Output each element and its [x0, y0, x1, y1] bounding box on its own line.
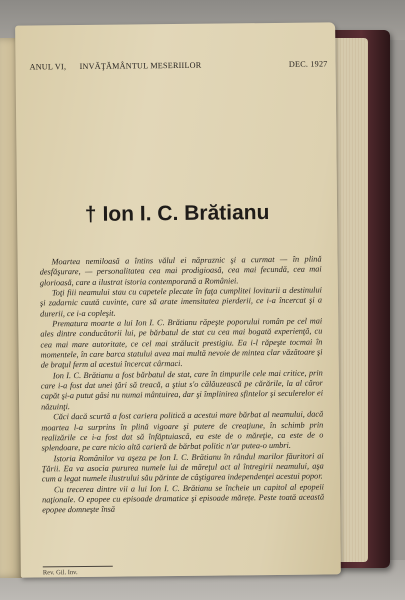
running-header [30, 59, 328, 76]
paragraph: Prematura moarte a lui Ion I. C. Brătianu răpeşte poporului român pe cel mai ales dintre conducătorii lui, pe bărbatul de stat cu cea mai bogată experienţă, cu cea mai mare autoritate, ce cel mai strălucit prestigiu. Ea i-l răpeşte tocmai în momentele, în care barca statului avea mai multă nevoie de mintea clar văzătoare şi de braţul ferm al acestui încercat cârmaci. [40, 316, 323, 370]
cross-symbol: † [84, 202, 97, 226]
header-journal-title: INVĂŢĂMÂNTUL MESERIILOR [79, 60, 202, 72]
paragraph: Moartea nemiloasă a întins vălul ei năpraznic şi a curmat — în plină desfăşurare, — personalitatea cea mai prodigioasă, cea mai fecundă, cea mai glorioasă, care a ilustrat istoria contemporană a României. [39, 254, 322, 288]
article-title [37, 201, 317, 228]
header-volume: ANUL VI, [29, 62, 67, 72]
paragraph: Căci dacă scurtă a fost cariera politică a acestui mare bărbat al neamului, dacă moartea l-a surprins în plină vigoare şi putere de creaţiune, în schimb prin realizările ce i-a fost dat să înfăptuiască, ea este de o măreţie, ca este de o splendoare, pe care nicio altă carieră de bărbat politic n'ar putea-o umbri. [41, 409, 324, 453]
paragraph: Ion I. C. Brătianu a fost bărbatul de stat, care în timpurile cele mai critice, prin care i-a fost dat unei ţări să treacă, a ştiut s'o călăuzească pe cărările, la al căror capăt şi-a putut găsi nu numai mântuirea, dar şi împlinirea sfintelor şi seculerelor ei năzuinţi. [40, 368, 324, 412]
paragraph: Istoria Românilor va aşeza pe Ion I. C. Brătianu în rândul marilor făuritori ai Ţării. Ea va asocia pururea numele lui de măreţul act al întregirii neamului, aşa cum a legat numele ilustrului său părinte de câştigarea independenţei acestui popor. [41, 451, 324, 484]
article-body [40, 254, 325, 587]
header-date: DEC. 1927 [288, 59, 328, 69]
paragraph: Toţi fiii neamului stau cu capetele plecate în faţa cumplitei loviturii a destinului şi zadarnic caută cuvinte, care să arate imensitatea pierderii, ce i-a încercat şi a durerii, ce i-a copleşit. [39, 285, 323, 319]
paragraph: Cu trecerea dintre vii a lui Ion I. C. Brătianu se încheie un capitol al epopeii naţionale. O epopee cu episoade dramatice şi episoade mărețe. Peste toată această epopee domneşte însă [42, 482, 325, 515]
article-title-text: Ion I. C. Brătianu [102, 201, 270, 226]
book-page [15, 22, 341, 577]
footnote-source: Rev. Gil. Inv. [42, 569, 78, 577]
